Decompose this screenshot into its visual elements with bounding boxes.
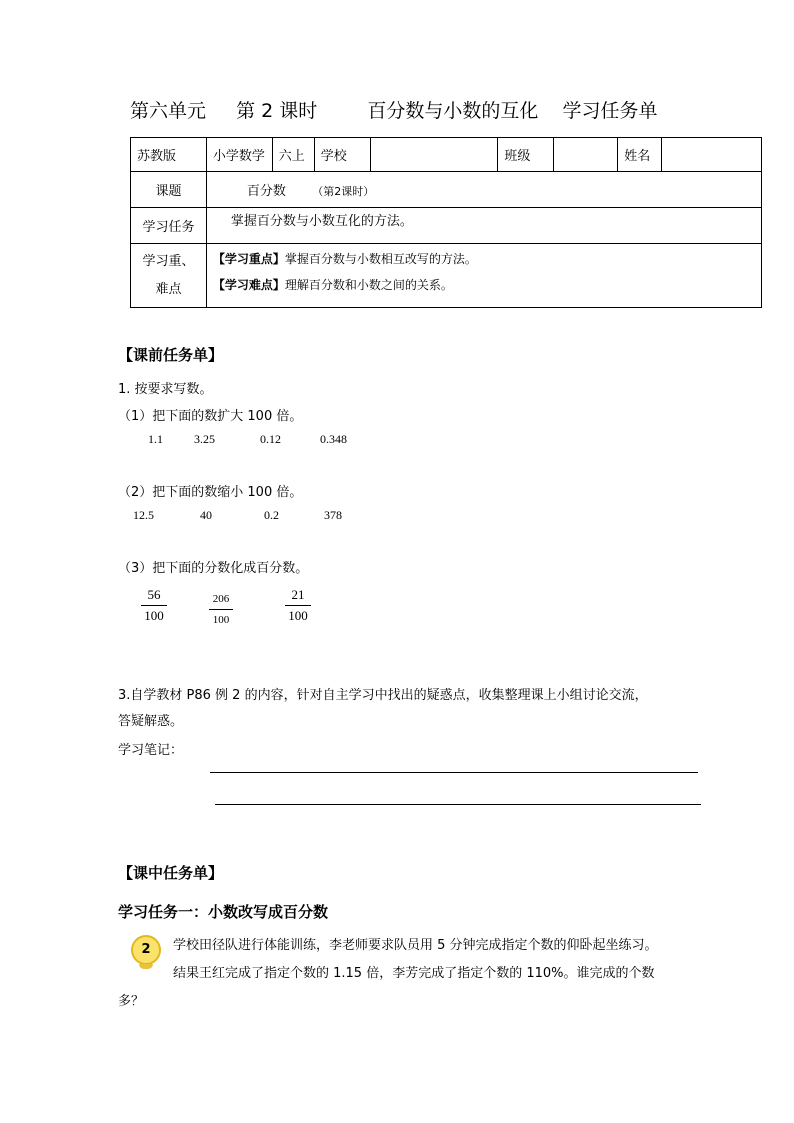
key-point-tag: 【学习重点】 <box>212 252 285 266</box>
fraction <box>141 587 167 624</box>
question-1-3: （3）把下面的分数化成百分数。 <box>118 561 309 576</box>
name-label: 姓名 <box>618 138 662 172</box>
fraction-numerator: 21 <box>291 587 305 602</box>
grade-cell: 六上 <box>272 138 314 172</box>
problem-line3: 多？ <box>118 994 145 1009</box>
notes-line[interactable] <box>210 772 698 773</box>
name-field[interactable] <box>662 138 762 172</box>
q1-2-number: 378 <box>324 508 342 522</box>
focus-label-line2: 难点 <box>155 281 182 297</box>
class-field[interactable] <box>554 138 618 172</box>
class-label: 班级 <box>498 138 554 172</box>
subject-cell: 小学数学 <box>206 138 272 172</box>
problem-line1: 学校田径队进行体能训练，李老师要求队员用 5 分钟完成指定个数的仰卧起坐练习。 <box>173 938 658 953</box>
topic-value-cell <box>206 172 761 208</box>
fraction-numerator: 206 <box>212 593 230 605</box>
topic-label: 课题 <box>131 172 207 208</box>
question-1: 1. 按要求写数。 <box>118 382 213 397</box>
example-number-badge: 2 <box>131 935 161 965</box>
question-3-line1: 3.自学教材 P86 例 2 的内容，针对自主学习中找出的疑惑点，收集整理课上小组讨论交流， <box>118 688 648 703</box>
q1-1-number: 1.1 <box>148 432 163 446</box>
task-value: 掌握百分数与小数互化的方法。 <box>206 208 761 244</box>
topic-value: 百分数 <box>246 184 286 199</box>
title-sheet: 学习任务单 <box>562 100 658 122</box>
fraction-denominator: 100 <box>212 614 230 626</box>
topic-note: （第2课时） <box>312 185 375 198</box>
school-label: 学校 <box>314 138 370 172</box>
focus-label-cell <box>131 244 207 308</box>
title-lesson: 第 2 课时 <box>236 100 318 122</box>
q1-1-number: 0.12 <box>260 432 281 446</box>
focus-label-line1: 学习重、 <box>142 253 195 269</box>
info-table <box>130 137 762 308</box>
school-field[interactable] <box>370 138 498 172</box>
q1-2-number: 0.2 <box>264 508 279 522</box>
page-title <box>130 96 658 123</box>
key-point-text: 掌握百分数与小数相互改写的方法。 <box>284 252 477 266</box>
q1-2-number: 12.5 <box>133 508 154 522</box>
title-unit: 第六单元 <box>130 100 207 122</box>
q1-1-number: 3.25 <box>194 432 215 446</box>
fraction <box>285 587 311 624</box>
pre-class-heading: 【课前任务单】 <box>118 346 224 364</box>
key-point <box>213 246 755 272</box>
fraction <box>209 591 233 628</box>
difficult-point-text: 理解百分数和小数之间的关系。 <box>284 278 453 292</box>
q1-2-number: 40 <box>200 508 212 522</box>
task-1-title: 学习任务一：小数改写成百分数 <box>118 903 329 921</box>
title-topic: 百分数与小数的互化 <box>367 100 539 122</box>
task-label: 学习任务 <box>131 208 207 244</box>
focus-content <box>206 244 761 308</box>
publisher-cell: 苏教版 <box>131 138 207 172</box>
question-1-1: （1）把下面的数扩大 100 倍。 <box>118 409 303 424</box>
question-3-line2: 答疑解惑。 <box>118 714 184 729</box>
problem-line2: 结果王红完成了指定个数的 1.15 倍，李芳完成了指定个数的 110%。谁完成的个数 <box>173 966 655 981</box>
fraction-denominator: 100 <box>144 608 164 623</box>
q1-1-number: 0.348 <box>320 432 347 446</box>
difficult-point <box>213 272 755 298</box>
notes-label: 学习笔记： <box>118 743 184 758</box>
difficult-point-tag: 【学习难点】 <box>212 278 285 292</box>
in-class-heading: 【课中任务单】 <box>118 864 224 882</box>
fraction-denominator: 100 <box>288 608 308 623</box>
question-1-2: （2）把下面的数缩小 100 倍。 <box>118 485 303 500</box>
notes-line[interactable] <box>215 804 701 805</box>
fraction-numerator: 56 <box>147 587 161 602</box>
